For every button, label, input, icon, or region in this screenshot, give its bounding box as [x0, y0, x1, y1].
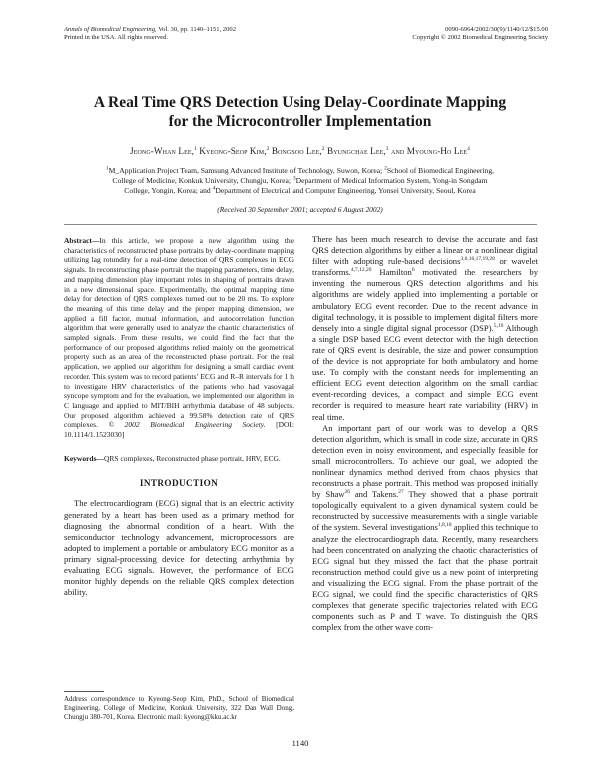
correspondence-footnote: Address correspondence to Kyeong-Seop Kim, PhD., School of Biomedical Engineering, College of Medicine, Konkuk University, 322 Dan Wall Dong, Chungju 380-701, Korea. Electronic mail: kyeong@kku.ac.kr — [64, 695, 294, 721]
author-name: and Myoung-Ho Lee — [391, 146, 468, 156]
affiliation-1: M_Application Project Team, Samsung Advanced Institute of Technology, Suwon, Korea; — [108, 166, 385, 175]
text-run: There has been much research to devise the accurate and fast QRS detection algorithms by either a linear or a nonlinear digital filter with adopting rule-based decisions — [312, 234, 538, 267]
author-list — [40, 146, 560, 156]
author-name: Kyeong-Seop Kim, — [199, 146, 267, 156]
keywords — [64, 454, 294, 464]
text-run: applied this technique to analyze the electrocardiograph data. Recently, many researchers had been concentrated on analyzing the chaotic characteristics of ECG signal but they missed the fact that the phase portrait reconstruction method could give us a new point of interpreting and visualizing the ECG signal. From the phase portrait of the ECG signal, we could find the specific characteristics of QRS complexes that generate specific trajectories related with ECG components such as P and T wave. To distinguish the QRS complex from the other wave com- — [312, 522, 538, 633]
text-run: or wavelet transforms. — [312, 256, 538, 278]
affiliation-4: Department of Electrical and Computer Engineering, Yonsei University, Seoul, Korea — [215, 186, 476, 196]
journal-volume: Vol. 30, pp. 1140–1151, 2002 — [156, 26, 236, 33]
page-number: 1140 — [291, 738, 309, 748]
author-name: Jeong-Whan Lee, — [130, 146, 195, 156]
text-run: Hamilton — [371, 267, 412, 278]
author-affil-mark: 2 — [321, 145, 325, 152]
citation: 26 — [344, 489, 351, 496]
issn-code: 0090-6964/2002/30(9)/1140/12/$15.00 — [445, 26, 548, 33]
author-affil-mark: 3 — [385, 145, 389, 152]
running-header-right — [412, 26, 548, 43]
received-dates: (Received 30 September 2001; accepted 6 August 2002) — [217, 205, 383, 214]
citation: 4,7,12,20 — [350, 267, 372, 274]
citation: 1,8,18 — [437, 522, 452, 529]
paper-title — [40, 93, 560, 131]
text-run: An important part of our work was to develop a QRS detection algorithm, which is small in code size, accurate in QRS detection even in noisy environment, and especially feasible for small microcontrollers. To achieve our goal, we adopted the nonlinear dynamics method derived from chaos physics that reconstructs a phase portrait. This method was proposed initially by Shaw — [312, 422, 538, 500]
affil-mark: 2 — [384, 165, 387, 172]
right-column — [312, 234, 538, 633]
author-affil-mark: 4 — [467, 145, 470, 152]
footnote-divider — [64, 691, 104, 692]
author-affil-mark: 2 — [266, 145, 270, 152]
text-run: and Takens. — [350, 489, 399, 500]
title-line-1: A Real Time QRS Detection Using Delay-Coordinate Mapping — [93, 94, 507, 111]
body-paragraph-2 — [312, 234, 538, 423]
keywords-label: Keywords— — [64, 453, 104, 463]
author-affil-mark: 1 — [194, 145, 197, 152]
citation: 5,19 — [493, 322, 504, 329]
running-header-left — [64, 26, 236, 43]
affiliation-3-cont: College, Yongin, Korea; and — [124, 186, 213, 196]
journal-name: Annals of Biomedical Engineering, — [64, 26, 157, 33]
keywords-text: QRS complexes, Reconstructed phase portrait, HRV, ECG. — [104, 453, 281, 463]
affil-mark: 4 — [212, 185, 216, 192]
intro-paragraph-1: The electrocardiogram (ECG) signal that is an electric activity generated by a heart has been used as a primary method for diagnosing the abnormal condition of a heart. With the semiconductor technology advancement, microprocessors are adopted to implement a portable or ambulatory ECG monitor as a primary signal-processing device for detecting arrhythmia by evaluating ECG signals. However, the performance of ECG monitor highly depends on the reliable QRS complex detection ability. — [64, 498, 294, 598]
affiliations — [60, 166, 540, 197]
abstract-copyright: © 2002 Biomedical Engineering Society. — [108, 420, 266, 430]
author-name: Byungchae Lee, — [327, 146, 386, 156]
left-column — [64, 236, 294, 598]
affil-mark: 1 — [105, 165, 109, 172]
affiliation-2: School of Biomedical Engineering, — [386, 166, 495, 175]
abstract-label: Abstract— — [64, 236, 100, 245]
section-heading-introduction: INTRODUCTION — [139, 478, 219, 489]
title-line-2: for the Microcontroller Implementation — [168, 113, 432, 130]
author-name: Bongsoo Lee, — [271, 146, 322, 156]
doi: [DOI: 10.1114/1.1523030] — [64, 420, 295, 440]
citation: 6 — [411, 267, 415, 274]
text-run: Although a single DSP based ECG event detector with the high detection rate of QRS event is desirable, the size and power consumption of the device is not appropriate for both ambulatory and home use. To comply with the constant needs for implementing an efficient ECG event detection algorithm on the small cardiac event-recording devices, a compact and simple ECG event recorder is required to measure heart rate variability (HRV) in real time. — [312, 322, 539, 422]
citation: 27 — [398, 489, 404, 496]
body-paragraph-3 — [312, 423, 538, 634]
affil-mark: 3 — [292, 175, 296, 182]
abstract — [64, 236, 294, 440]
affiliation-3: Department of Medical Information System, Yong-in Songdam — [295, 176, 488, 186]
citation: 3,6,16,17,19,28 — [460, 256, 495, 263]
printed-note: Printed in the USA. All rights reserved. — [64, 34, 169, 42]
header-divider — [64, 224, 537, 225]
abstract-text: In this article, we propose a new algorithm using the characteristics of reconstructed phase portraits by delay-coordinate mapping utilizing lag rotundity for a real-time detection of QRS complexes in ECG signals. In reconstructing phase portrait the mapping parameters, time delay, and mapping dimension play important roles in shaping of portraits drawn in a new dimensional space. Experimentally, the optimal mapping time delay for detection of QRS complexes turned out to be 20 ms. To explore the meaning of this time delay and the proper mapping dimension, we applied a fill factor, mutual information, and autocorrelation function algorithm that were generally used to analyze the chaotic characteristics of sampled signals. From these results, we could find the fact that the performance of our proposed algorithms relied mainly on the geometrical property such as an area of the reconstructed phase portrait. For the real application, we applied our algorithm for designing a small cardiac event recorder. This system was to record patients’ ECG and R–R intervals for 1 h to investigate HRV characteristics of the patients who had vasovagal syncope symptom and for the evaluation, we implemented our algorithm in C language and applied to MIT/BIH arrhythmia database of 48 subjects. Our proposed algorithm achieved a 99.58% detection rate of QRS complexes. — [64, 236, 294, 430]
text-run: They showed that a phase portrait topologically equivalent to a given dynamical system could be reconstructed by successive measurements with a single variable of the system. Several investigations — [312, 489, 539, 533]
affiliation-2-cont: College of Medicine, Konkuk University, Chungju, Korea; — [112, 176, 293, 186]
text-run: motivated the researchers by inventing the numerous QRS detection algorithms and his algorithms are widely applied into implementing a portable or ambulatory ECG event recorder. Due to the recent advance in digital technology, it is possible to implement digital filters more densely into a single digital signal processor (DSP). — [312, 267, 538, 333]
copyright-note: Copyright © 2002 Biomedical Engineering Society — [412, 34, 548, 42]
